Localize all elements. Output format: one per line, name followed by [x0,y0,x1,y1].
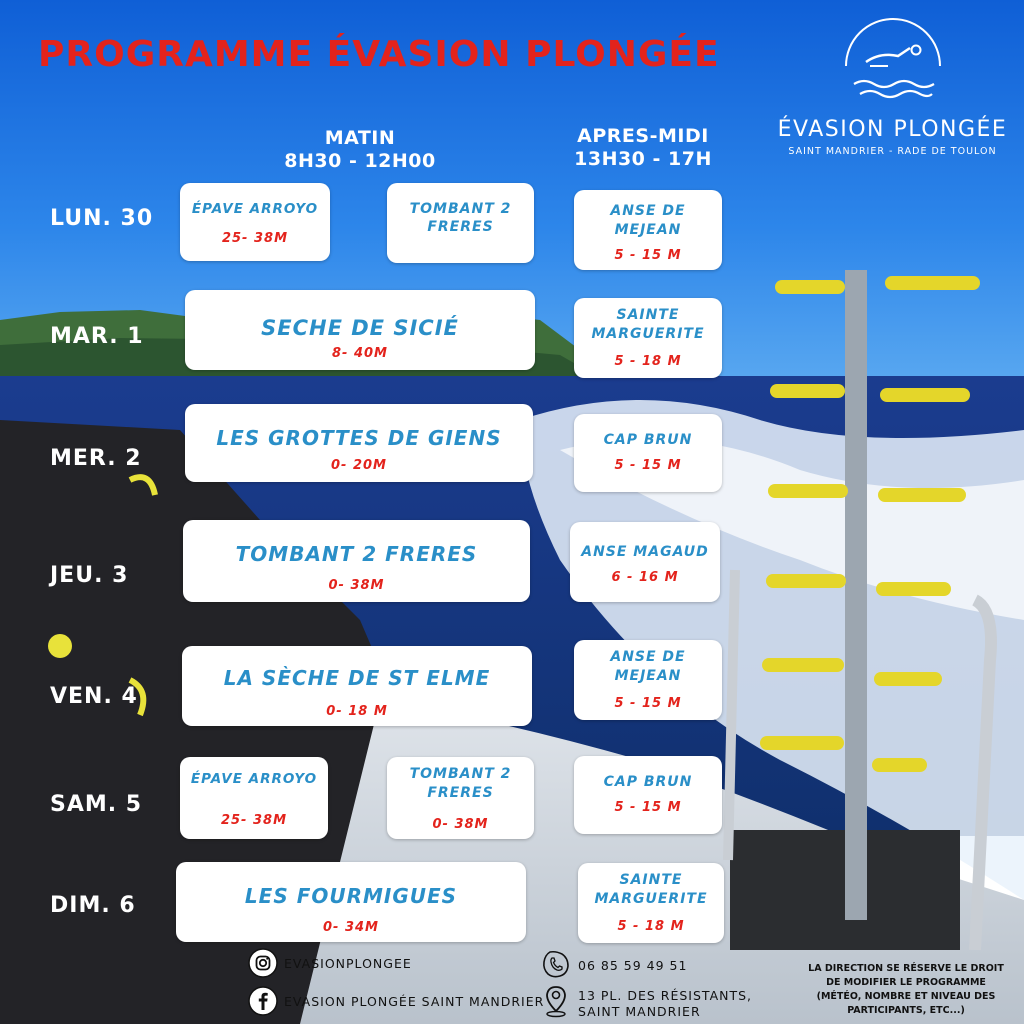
logo-name: ÉVASION PLONGÉE [777,117,1008,142]
afternoon-label: APRES-MIDI [577,125,709,147]
afternoon-dive-card [574,756,722,834]
day-label: JEU. 3 [50,563,129,588]
afternoon-dive-card [574,298,722,378]
dive-depth: 0- 34M [323,920,379,935]
address-line1: 13 PL. DES RÉSISTANTS, [578,988,753,1003]
dive-depth: 0- 20M [331,458,387,473]
day-label: MER. 2 [50,446,142,471]
morning-dive-card [180,757,328,839]
day-label: DIM. 6 [50,893,136,918]
dive-depth: 0- 18 M [326,704,388,719]
dive-site-name: TOMBANT 2 FRERES [409,201,512,235]
day-label: VEN. 4 [50,684,138,709]
morning-dive-card [387,183,534,263]
dive-site-name: ANSE DE MEJEAN [610,649,686,684]
dive-depth: 5 - 18 M [614,354,682,369]
phone-number[interactable]: 06 85 59 49 51 [578,958,688,973]
phone-icon[interactable] [540,948,572,980]
dive-site-name: LES GROTTES DE GIENS [216,426,502,450]
dive-site-name: LA SÈCHE DE ST ELME [223,666,491,690]
morning-dive-card [182,646,532,726]
morning-dive-card [185,404,533,482]
morning-dive-card [183,520,530,602]
day-label: SAM. 5 [50,792,143,817]
afternoon-dive-card [574,414,722,492]
page-title: PROGRAMME ÉVASION PLONGÉE [38,34,720,75]
disclaimer: LA DIRECTION SE RÉSERVE LE DROIT DE MODIFIER LE PROGRAMME (MÉTÉO, NOMBRE ET NIVEAU DES PARTICIPANTS, ETC...) [808,963,1004,1016]
day-label: LUN. 30 [50,206,154,231]
address-line2: SAINT MANDRIER [578,1004,701,1019]
location-pin-icon [542,984,570,1018]
afternoon-dive-card [574,190,722,270]
dive-site-name: TOMBANT 2 FRERES [409,766,512,801]
dive-depth: 0- 38M [432,817,489,832]
instagram-handle[interactable]: EVASIONPLONGEE [284,956,412,971]
dive-site-name: SAINTE MARGUERITE [594,872,708,907]
morning-header [270,127,450,173]
dive-depth: 5 - 15 M [614,800,682,815]
facebook-page[interactable]: EVASION PLONGÉE SAINT MANDRIER [284,994,545,1009]
dive-site-name: ANSE MAGAUD [581,544,709,560]
dive-depth: 25- 38M [221,231,289,246]
morning-dive-card [387,757,534,839]
logo-subtitle: SAINT MANDRIER - RADE DE TOULON [788,146,997,157]
morning-dive-card [185,290,535,370]
afternoon-header [548,125,738,171]
dive-site-name: SECHE DE SICIÉ [261,316,459,340]
dive-site-name: ÉPAVE ARROYO [190,771,318,787]
morning-dive-card [176,862,526,942]
afternoon-dive-card [578,863,724,943]
dive-site-name: TOMBANT 2 FRERES [235,542,478,566]
afternoon-dive-card [570,522,720,602]
dive-depth: 25- 38M [220,813,288,828]
logo-swimmer-icon [840,6,946,112]
afternoon-hours: 13H30 - 17H [574,148,712,170]
dive-depth: 5 - 18 M [617,919,685,934]
afternoon-dive-card [574,640,722,720]
dive-site-name: ANSE DE MEJEAN [610,203,686,238]
dive-site-name: ÉPAVE ARROYO [191,201,319,217]
dive-depth: 5 - 15 M [614,458,682,473]
dive-depth: 5 - 15 M [614,696,682,711]
dive-site-name: SAINTE MARGUERITE [591,307,705,342]
day-label: MAR. 1 [50,324,144,349]
dive-depth: 6 - 16 M [611,570,679,585]
dive-site-name: CAP BRUN [603,774,693,790]
dive-depth: 8- 40M [332,346,388,361]
dive-depth: 0- 38M [328,578,385,593]
dive-depth: 5 - 15 M [614,248,682,263]
dive-site-name: CAP BRUN [603,432,693,448]
morning-label: MATIN [324,127,396,149]
morning-hours: 8H30 - 12H00 [284,150,436,172]
facebook-icon[interactable] [248,986,278,1016]
morning-dive-card [180,183,330,261]
instagram-icon[interactable] [248,948,278,978]
dive-site-name: LES FOURMIGUES [244,884,458,908]
